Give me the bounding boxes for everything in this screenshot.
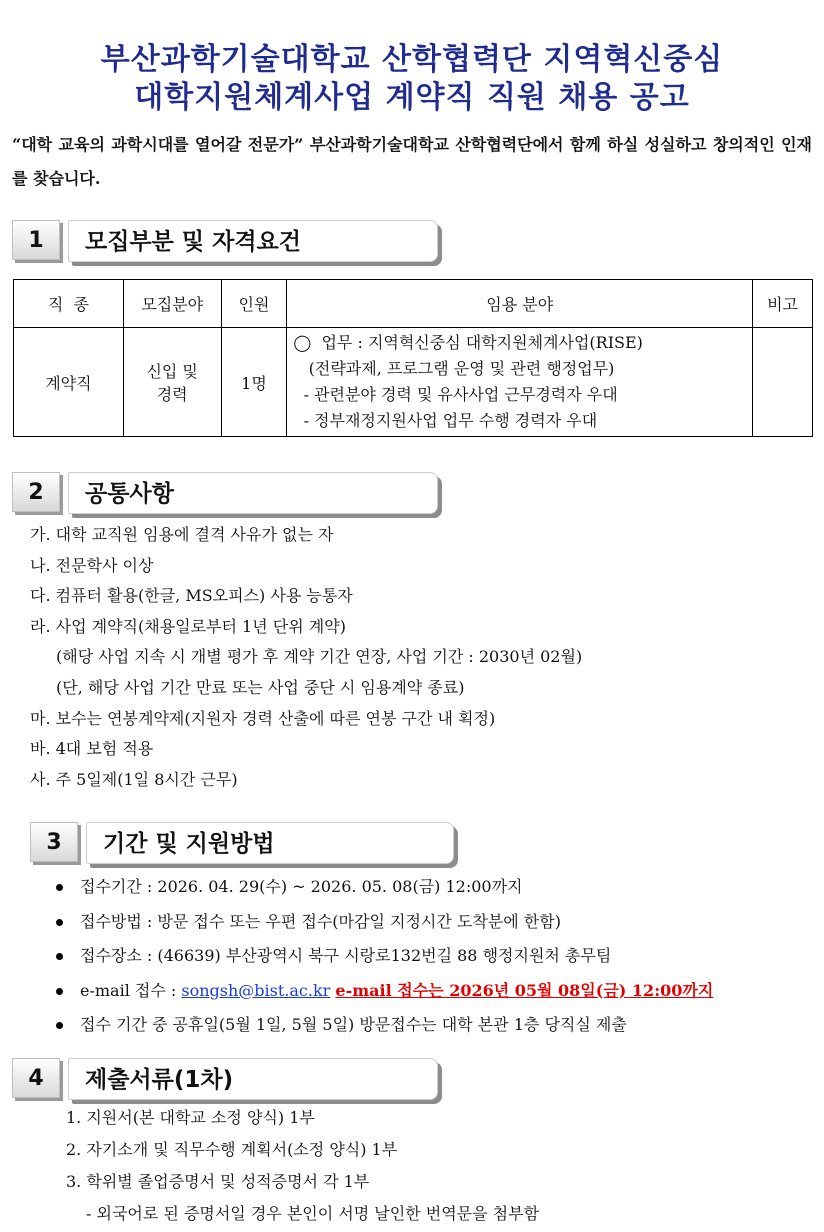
list-item: 사. 주 5일제(1일 8시간 근무) <box>30 769 238 789</box>
list-item: 3. 학위별 졸업증명서 및 성적증명서 각 1부 <box>66 1172 370 1191</box>
list-item: - 외국어로 된 증명서일 경우 본인이 서명 날인한 번역문을 첨부함 <box>86 1204 540 1223</box>
section-4-number: 4 <box>12 1058 60 1098</box>
apply-place: 접수장소 : (46639) 부산광역시 북구 시랑로132번길 88 행정지원처 총무팀 <box>80 946 612 965</box>
list-item <box>52 1008 713 1043</box>
list-item: 바. 4대 보험 적용 <box>30 739 154 759</box>
duty-line: - 관련분야 경력 및 유사사업 근무경력자 우대 <box>293 385 618 404</box>
list-item <box>52 939 713 974</box>
header-count: 인원 <box>221 280 287 328</box>
header-job: 직 종 <box>14 280 124 328</box>
section-1-title: 모집부분 및 자격요건 <box>68 220 438 262</box>
email-link[interactable]: songsh@bist.ac.kr <box>181 980 331 1000</box>
table-header-row <box>14 280 813 328</box>
section-2-number: 2 <box>12 472 60 512</box>
duty-line: ◯ 업무 : 지역혁신중심 대학지원체계사업(RISE) <box>293 333 643 352</box>
section-4-title: 제출서류(1차) <box>68 1058 438 1100</box>
cell-field-line2: 경력 <box>156 385 188 404</box>
section-1-number: 1 <box>12 220 60 260</box>
duty-line: - 정부재정지원사업 업무 수행 경력자 우대 <box>293 411 598 430</box>
list-item <box>52 870 713 905</box>
bullet-icon <box>56 988 63 995</box>
cell-duty <box>287 328 753 437</box>
cell-count: 1명 <box>221 328 287 437</box>
section-3-title: 기간 및 지원방법 <box>86 822 454 864</box>
cell-job: 계약직 <box>14 328 124 437</box>
cell-field-line1: 신입 및 <box>146 362 198 381</box>
list-item: 마. 보수는 연봉계약제(지원자 경력 산출에 따른 연봉 구간 내 획정) <box>30 708 496 728</box>
common-list <box>30 520 582 795</box>
list-item: 가. 대학 교직원 임용에 결격 사유가 없는 자 <box>30 525 334 544</box>
table-row <box>14 328 813 437</box>
list-item: 1. 지원서(본 대학교 소정 양식) 1부 <box>66 1108 315 1127</box>
apply-period: 접수기간 : 2026. 04. 29(수) ~ 2026. 05. 08(금) 12:00까지 <box>80 877 523 896</box>
list-item: 다. 컴퓨터 활용(한글, MS오피스) 사용 능통자 <box>30 586 353 606</box>
cell-note <box>753 328 813 437</box>
email-label: e-mail 접수 : <box>80 980 182 1000</box>
section-3-number: 3 <box>30 822 78 862</box>
list-item: (해당 사업 지속 시 개별 평가 후 계약 기간 연장, 사업 기간 : 2030년 02월) <box>56 647 583 667</box>
bullet-icon <box>56 919 63 926</box>
apply-holiday: 접수 기간 중 공휴일(5월 1일, 5월 5일) 방문접수는 대학 본관 1층 당직실 제출 <box>80 1015 627 1034</box>
header-note: 비고 <box>753 280 813 328</box>
list-item: 나. 전문학사 이상 <box>30 555 154 575</box>
documents-list <box>66 1102 539 1230</box>
bullet-icon <box>56 1022 63 1029</box>
header-field: 모집분야 <box>123 280 221 328</box>
recruit-table <box>13 279 813 437</box>
cell-field <box>123 328 221 437</box>
list-item: 2. 자기소개 및 직무수행 계획서(소정 양식) 1부 <box>66 1140 398 1159</box>
list-item <box>52 974 713 1009</box>
apply-list <box>52 870 713 1043</box>
intro-text: “대학 교육의 과학시대를 열어갈 전문가” 부산과학기술대학교 산학협력단에서 함께 하실 성실하고 창의적인 인재를 찾습니다. <box>12 135 812 188</box>
email-deadline: e-mail 접수는 2026년 05월 08일(금) 12:00까지 <box>335 980 714 1000</box>
list-item: (단, 해당 사업 기간 만료 또는 사업 중단 시 임용계약 종료) <box>56 677 465 697</box>
apply-method: 접수방법 : 방문 접수 또는 우편 접수(마감일 지정시간 도착분에 한함) <box>80 911 561 931</box>
list-item <box>52 905 713 940</box>
header-duty: 임용 분야 <box>287 280 753 328</box>
bullet-icon <box>56 953 63 960</box>
list-item: 라. 사업 계약직(채용일로부터 1년 단위 계약) <box>30 616 346 636</box>
bullet-icon <box>56 884 63 891</box>
section-2-title: 공통사항 <box>68 472 438 514</box>
duty-line: (전략과제, 프로그램 운영 및 관련 행정업무) <box>293 359 615 378</box>
page-title-line1: 부산과학기술대학교 산학협력단 지역혁신중심 <box>100 42 724 77</box>
page-title-line2: 대학지원체계사업 계약직 직원 채용 공고 <box>134 80 690 115</box>
